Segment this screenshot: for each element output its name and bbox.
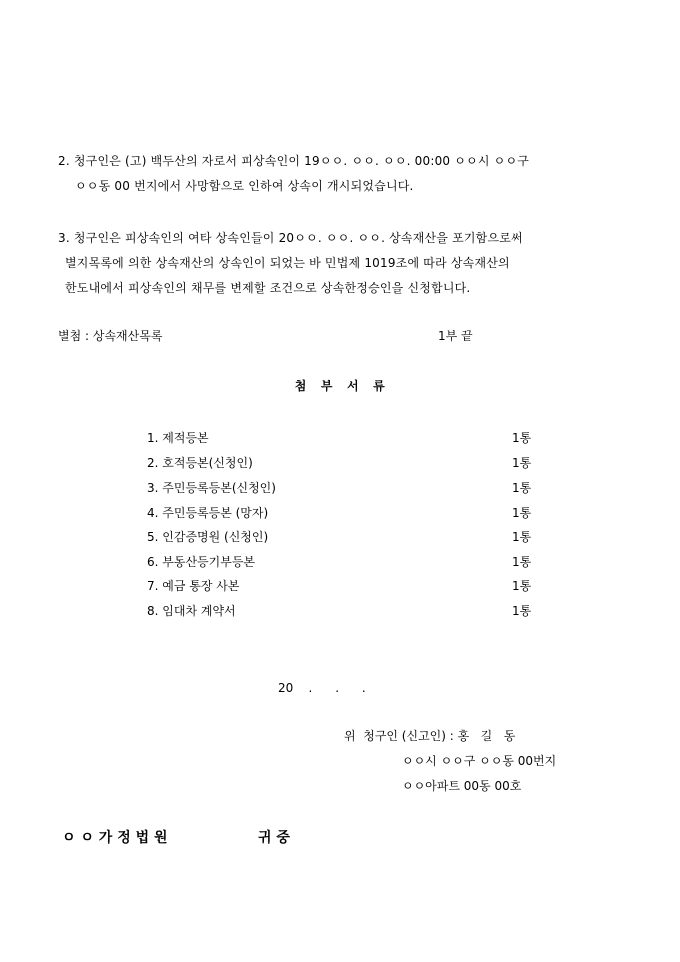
filing-date: 20 . . . — [278, 681, 366, 695]
attachment-count: 1부 끝 — [438, 329, 473, 343]
document-item-name: 1. 제적등본 — [147, 431, 209, 445]
document-item-name: 7. 예금 통장 사본 — [147, 579, 240, 593]
paragraph-3-line-3: 한도내에서 피상속인의 채무를 변제할 조건으로 상속한정승인을 신청합니다. — [65, 281, 471, 295]
attachment-label: 별첨 : 상속재산목록 — [58, 329, 163, 343]
document-item-count: 1통 — [512, 481, 532, 495]
document-item-count: 1통 — [512, 579, 532, 593]
document-item-name: 4. 주민등록등본 (망자) — [147, 506, 269, 520]
document-item-count: 1통 — [512, 506, 532, 520]
paragraph-2-line-1: 2. 청구인은 (고) 백두산의 자로서 피상속인이 19ㅇㅇ. ㅇㅇ. ㅇㅇ. 00:00 ㅇㅇ시 ㅇㅇ구 — [58, 154, 530, 168]
document-item-name: 2. 호적등본(신청인) — [147, 456, 253, 470]
document-item-name: 6. 부동산등기부등본 — [147, 555, 256, 569]
paragraph-3-line-2: 별지목록에 의한 상속재산의 상속인이 되었는 바 민법제 1019조에 따라 상속재산의 — [65, 256, 510, 270]
document-item-count: 1통 — [512, 555, 532, 569]
document-item-count: 1통 — [512, 604, 532, 618]
document-item-name: 8. 임대차 계약서 — [147, 604, 236, 618]
paragraph-2-line-2: ㅇㅇ동 00 번지에서 사망함으로 인하여 상속이 개시되었습니다. — [75, 179, 414, 193]
court-honorific: 귀 중 — [258, 830, 290, 846]
paragraph-3-line-1: 3. 청구인은 피상속인의 여타 상속인들이 20ㅇㅇ. ㅇㅇ. ㅇㅇ. 상속재산을 포기함으로써 — [58, 231, 523, 245]
applicant-address-line-2: ㅇㅇ아파트 00동 00호 — [402, 779, 522, 793]
document-item-count: 1통 — [512, 530, 532, 544]
attached-documents-title: 첨 부 서 류 — [294, 379, 386, 393]
applicant-address-line-1: ㅇㅇ시 ㅇㅇ구 ㅇㅇ동 00번지 — [402, 754, 557, 768]
court-name: ㅇ ㅇ 가 정 법 원 — [62, 830, 168, 846]
applicant-name-line: 위 청구인 (신고인) : 홍 길 동 — [344, 729, 516, 743]
document-item-count: 1통 — [512, 456, 532, 470]
document-item-name: 3. 주민등록등본(신청인) — [147, 481, 276, 495]
document-item-name: 5. 인감증명원 (신청인) — [147, 530, 269, 544]
document-item-count: 1통 — [512, 431, 532, 445]
